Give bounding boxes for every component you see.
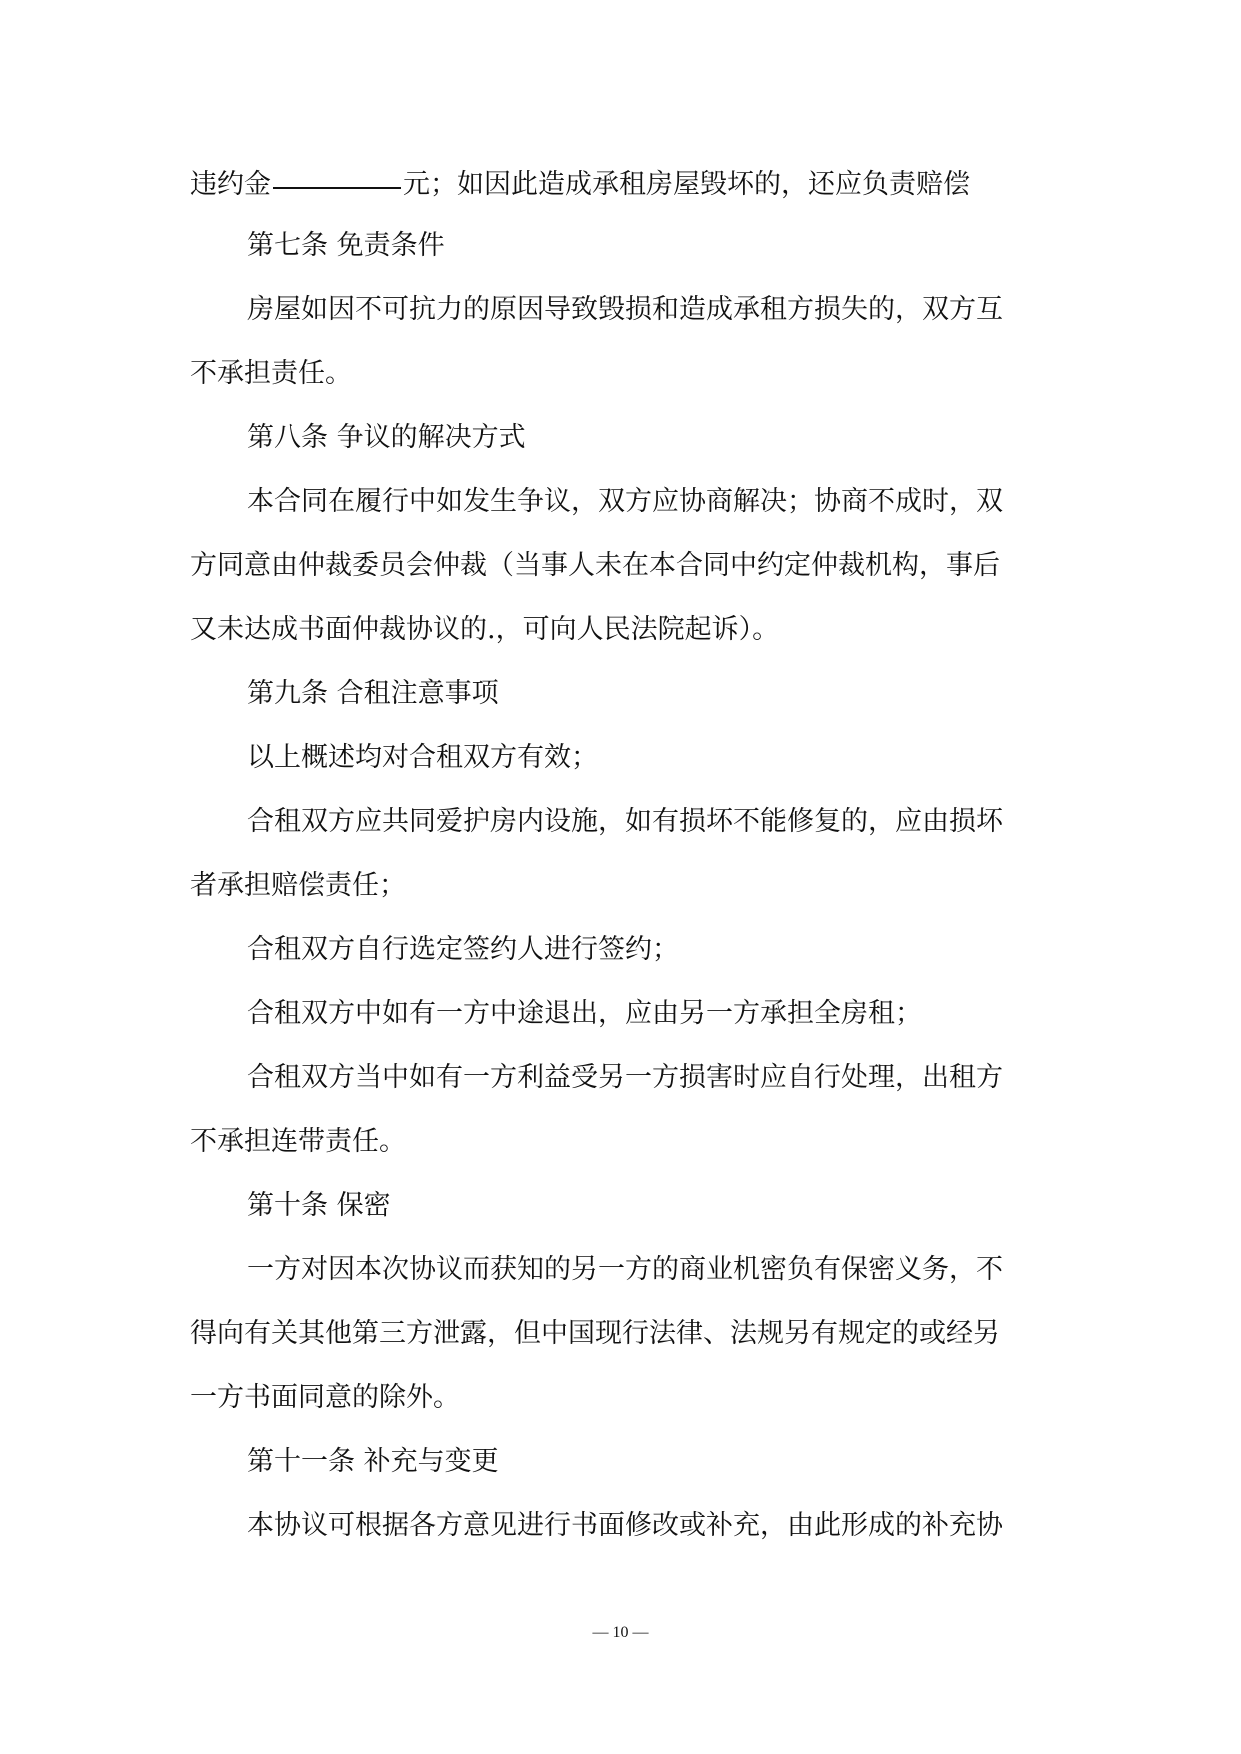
paragraph-line: 合租双方自行选定签约人进行签约； xyxy=(247,934,679,965)
text-segment: 违约金 xyxy=(190,169,271,200)
article-9-heading: 第九条 合租注意事项 xyxy=(247,678,499,709)
article-10-heading: 第十条 保密 xyxy=(247,1190,391,1221)
paragraph-line: 房屋如因不可抗力的原因导致毁损和造成承租方损失的，双方互 xyxy=(247,294,1003,325)
paragraph-line: 不承担责任。 xyxy=(190,358,352,389)
paragraph-line: 合租双方应共同爱护房内设施，如有损坏不能修复的，应由损坏 xyxy=(247,806,1003,837)
paragraph-line: 合租双方当中如有一方利益受另一方损害时应自行处理，出租方 xyxy=(247,1062,1003,1093)
paragraph-line: 一方对因本次协议而获知的另一方的商业机密负有保密义务，不 xyxy=(247,1254,1003,1285)
fill-in-blank xyxy=(273,160,401,189)
paragraph-line: 得向有关其他第三方泄露，但中国现行法律、法规另有规定的或经另 xyxy=(190,1318,1000,1349)
article-7-heading: 第七条 免责条件 xyxy=(247,230,445,261)
paragraph-line: 一方书面同意的除外。 xyxy=(190,1382,460,1413)
paragraph-line: 方同意由仲裁委员会仲裁（当事人未在本合同中约定仲裁机构，事后 xyxy=(190,550,1000,581)
page-number: — 10 — xyxy=(592,1624,649,1641)
text-segment: 元；如因此造成承租房屋毁坏的，还应负责赔偿 xyxy=(403,169,970,200)
article-11-heading: 第十一条 补充与变更 xyxy=(247,1446,499,1477)
paragraph-line: 本合同在履行中如发生争议，双方应协商解决；协商不成时，双 xyxy=(247,486,1003,517)
paragraph-line: 者承担赔偿责任； xyxy=(190,870,406,901)
article-8-heading: 第八条 争议的解决方式 xyxy=(247,422,526,453)
paragraph-line: 又未达成书面仲裁协议的.，可向人民法院起诉）。 xyxy=(190,614,780,645)
paragraph-line: 合租双方中如有一方中途退出，应由另一方承担全房租； xyxy=(247,998,922,1029)
paragraph-line: 本协议可根据各方意见进行书面修改或补充，由此形成的补充协 xyxy=(247,1510,1003,1541)
penalty-line xyxy=(190,164,970,200)
paragraph-line: 以上概述均对合租双方有效； xyxy=(247,742,598,773)
paragraph-line: 不承担连带责任。 xyxy=(190,1126,406,1157)
